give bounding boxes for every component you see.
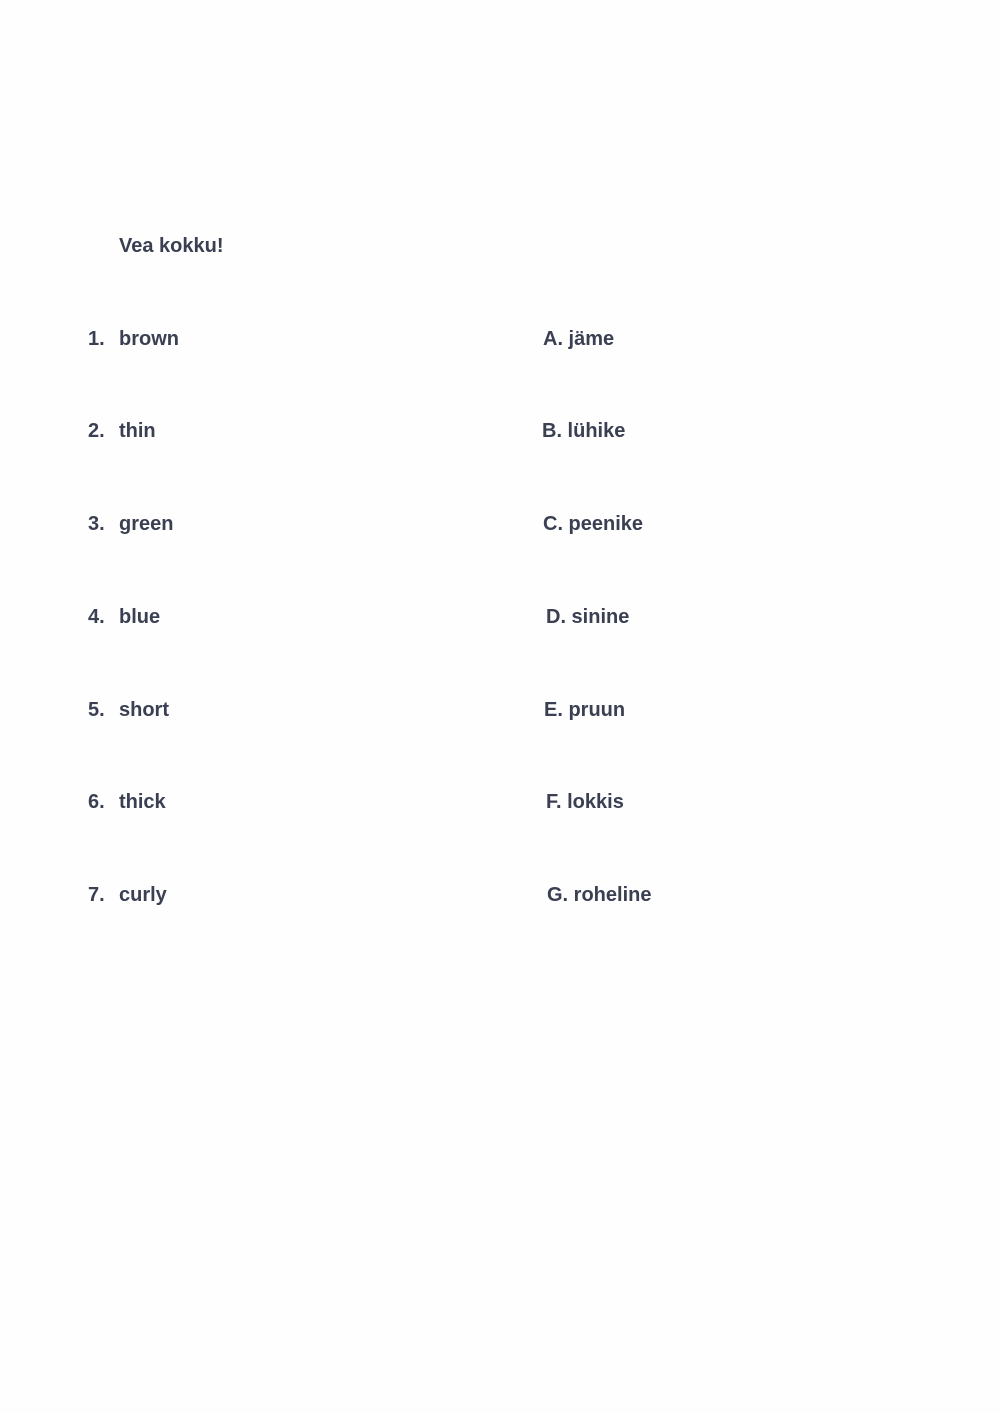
option-a: A. jäme <box>543 328 615 350</box>
option-f: F. lokkis <box>546 791 624 813</box>
option-c: C. peenike <box>543 513 644 535</box>
item-number-4: 4. <box>88 606 105 628</box>
worksheet-title: Vea kokku! <box>119 235 224 257</box>
item-number-5: 5. <box>88 699 105 721</box>
item-word-4: blue <box>119 606 161 628</box>
item-word-7: curly <box>119 884 167 906</box>
item-word-1: brown <box>119 328 179 350</box>
item-number-1: 1. <box>88 328 105 350</box>
item-number-2: 2. <box>88 420 105 442</box>
item-word-5: short <box>119 699 169 721</box>
item-word-6: thick <box>119 791 166 813</box>
option-b: B. lühike <box>542 420 626 442</box>
item-word-3: green <box>119 513 174 535</box>
option-e: E. pruun <box>544 699 626 721</box>
item-number-7: 7. <box>88 884 105 906</box>
option-g: G. roheline <box>547 884 652 906</box>
item-number-6: 6. <box>88 791 105 813</box>
item-number-3: 3. <box>88 513 105 535</box>
option-d: D. sinine <box>546 606 630 628</box>
item-word-2: thin <box>119 420 156 442</box>
